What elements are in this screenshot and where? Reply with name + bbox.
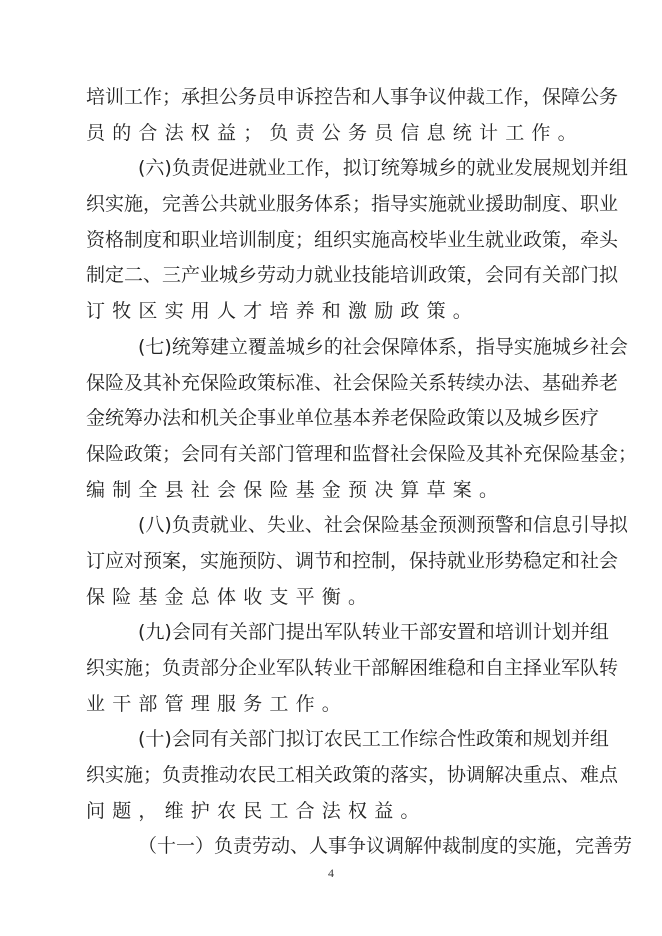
text-line: 订牧区实用人才培养和激励政策。 xyxy=(86,300,480,323)
text-line: 织实施；负责推动农民工相关政策的落实，协调解决重点、难点 xyxy=(86,764,619,787)
paragraph xyxy=(86,722,619,829)
paragraph xyxy=(86,330,638,508)
text-line: 员的合法权益；负责公务员信息统计工作。 xyxy=(86,121,584,144)
paragraph xyxy=(86,151,628,329)
page-number: 4 xyxy=(328,866,334,880)
paragraph xyxy=(86,615,619,722)
text-line: 保险及其补充保险政策标准、社会保险关系转续办法、基础养老 xyxy=(86,371,619,394)
text-line: 编制全县社会保险基金预决算草案。 xyxy=(86,478,506,501)
text-line: 问题，维护农民工合法权益。 xyxy=(86,799,427,822)
text-line: 保险政策；会同有关部门管理和监督社会保险及其补充保险基金； xyxy=(86,442,638,465)
text-line: 保险基金总体收支平衡。 xyxy=(86,585,375,608)
text-line: 订应对预案，实施预防、调节和控制，保持就业形势稳定和社会 xyxy=(86,549,619,572)
text-line: (七)统筹建立覆盖城乡的社会保障体系，指导实施城乡社会 xyxy=(138,335,628,358)
text-line: (八)负责就业、失业、社会保险基金预测预警和信息引导拟 xyxy=(138,514,628,537)
text-line: 资格制度和职业培训制度；组织实施高校毕业生就业政策，牵头 xyxy=(86,228,619,251)
text-line: 金统筹办法和机关企事业单位基本养老保险政策以及城乡医疗 xyxy=(86,407,600,430)
text-line: 织实施，完善公共就业服务体系；指导实施就业援助制度、职业 xyxy=(86,193,619,216)
text-line: 培训工作；承担公务员申诉控告和人事争议仲裁工作，保障公务 xyxy=(86,86,619,108)
text-line: (十)会同有关部门拟订农民工工作综合性政策和规划并组 xyxy=(138,728,609,751)
paragraph xyxy=(86,508,628,615)
text-line: 织实施；负责部分企业军队转业干部解困维稳和自主择业军队转 xyxy=(86,657,619,679)
text-line: 制定二、三产业城乡劳动力就业技能培训政策，会同有关部门拟 xyxy=(86,264,619,287)
text-line: （十一）负责劳动、人事争议调解仲裁制度的实施，完善劳 xyxy=(138,835,633,858)
text-line: (六)负责促进就业工作，拟订统筹城乡的就业发展规划并组 xyxy=(138,157,628,180)
document-body xyxy=(86,80,638,865)
text-line: 业干部管理服务工作。 xyxy=(86,692,349,715)
paragraph xyxy=(86,80,619,151)
paragraph xyxy=(86,829,633,865)
text-line: (九)会同有关部门提出军队转业干部安置和培训计划并组 xyxy=(138,621,609,644)
